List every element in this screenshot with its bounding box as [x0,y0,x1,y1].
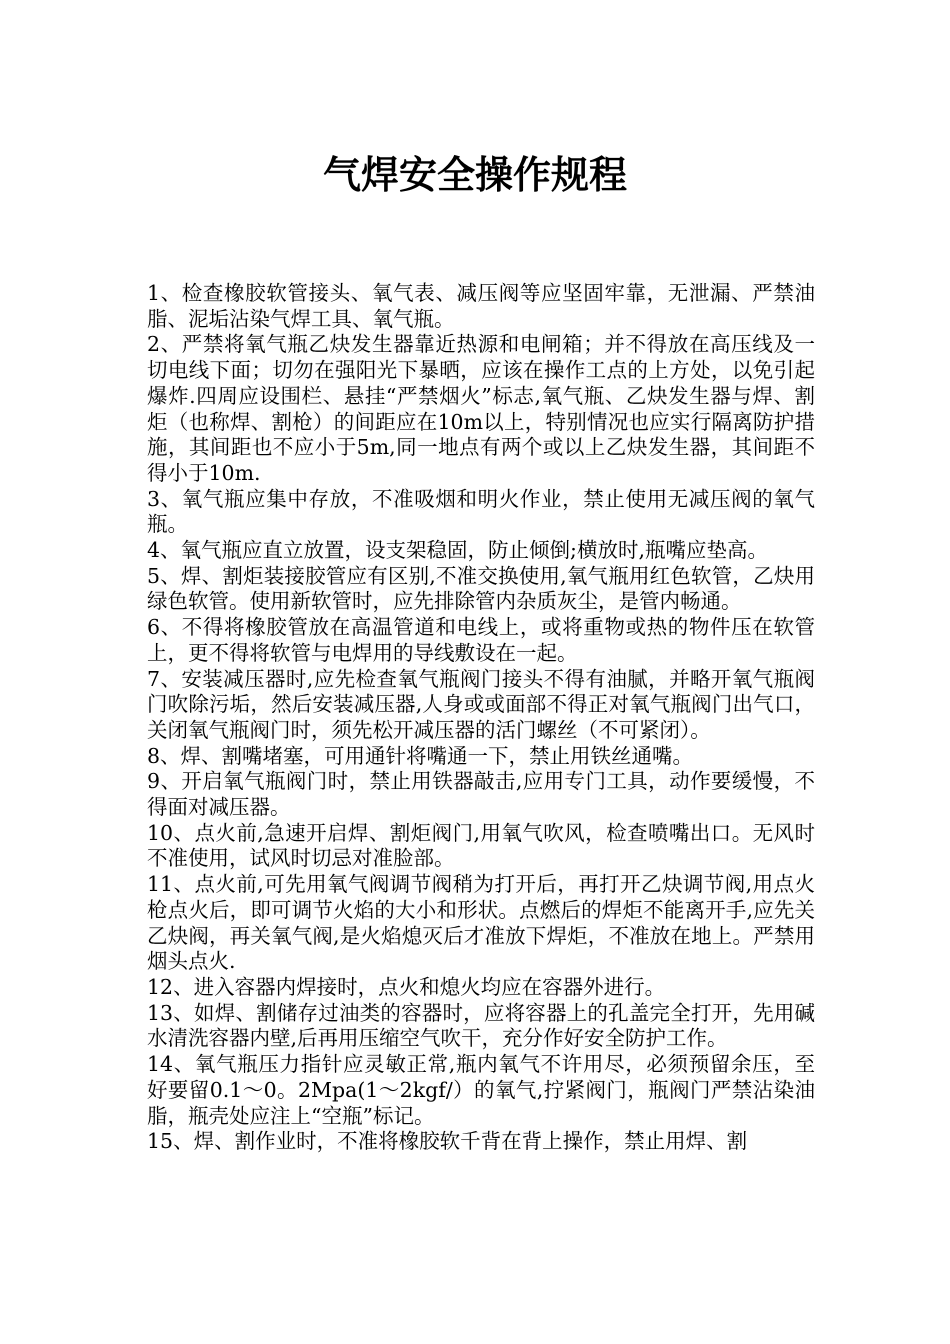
paragraph-10: 10、点火前,急速开启焊、割炬阀门,用氧气吹风，检查喷嘴出口。无风时不准使用，试风时切忌对准脸部。 [147,820,815,871]
paragraph-1: 1、检查橡胶软管接头、氧气表、减压阀等应坚固牢靠，无泄漏、严禁油脂、泥垢沾染气焊工具、氧气瓶。 [147,281,815,331]
paragraph-9: 9、开启氧气瓶阀门时，禁止用铁器敲击,应用专门工具，动作要缓慢，不得面对减压器。 [147,769,815,820]
paragraph-6: 6、不得将橡胶管放在高温管道和电线上，或将重物或热的物件压在软管上，更不得将软管与电焊用的导线敷设在一起。 [147,615,815,665]
paragraph-3: 3、氧气瓶应集中存放，不准吸烟和明火作业，禁止使用无减压阀的氧气瓶。 [147,486,815,537]
paragraph-12: 12、进入容器内焊接时，点火和熄火均应在容器外进行。 [147,974,666,999]
paragraph-2: 2、严禁将氧气瓶乙炔发生器靠近热源和电闸箱；并不得放在高压线及一切电线下面；切勿在强阳光下暴晒，应该在操作工点的上方处，以免引起爆炸.四周应设围栏、悬挂“严禁烟火”标志,氧气瓶、乙炔发生器与焊、割炬（也称焊、割枪）的间距应在10m以上，特别情况也应实行隔离防护措施，其间距也不应小于5m,同一地点有两个或以上乙炔发生器，其间距不得小于10m. [147,332,815,485]
paragraph-11: 11、点火前,可先用氧气阀调节阀稍为打开后，再打开乙炔调节阀,用点火枪点火后，即可调节火焰的大小和形状。点燃后的焊炬不能离开手,应先关乙炔阀，再关氧气阀,是火焰熄灭后才准放下焊炬，不准放在地上。严禁用烟头点火. [147,872,815,974]
document-title: 气焊安全操作规程 [322,153,627,197]
paragraph-8: 8、焊、割嘴堵塞，可用通针将嘴通一下，禁止用铁丝通嘴。 [147,743,694,768]
paragraph-15: 15、焊、割作业时，不准将橡胶软千背在背上操作，禁止用焊、割 [147,1129,748,1154]
document-body [147,281,815,1155]
paragraph-14: 14、氧气瓶压力指针应灵敏正常,瓶内氧气不许用尽，必须预留余压，至好要留0.1～0。2Mpa(1～2kgf/）的氧气,拧紧阀门，瓶阀门严禁沾染油脂，瓶壳处应注上“空瓶”标记。 [147,1052,815,1128]
paragraph-13: 13、如焊、割储存过油类的容器时，应将容器上的孔盖完全打开，先用碱水清洗容器内壁,后再用压缩空气吹干，充分作好安全防护工作。 [147,1000,815,1051]
paragraph-4: 4、氧气瓶应直立放置，设支架稳固，防止倾倒;横放时,瓶嘴应垫高。 [147,538,768,563]
paragraph-5: 5、焊、割炬装接胶管应有区别,不准交换使用,氧气瓶用红色软管，乙炔用绿色软管。使用新软管时，应先排除管内杂质灰尘，是管内畅通。 [147,563,815,614]
paragraph-7: 7、安装减压器时,应先检查氧气瓶阀门接头不得有油腻，并略开氧气瓶阀门吹除污垢，然后安装减压器,人身或或面部不得正对氧气瓶阀门出气口，关闭氧气瓶阀门时，须先松开减压器的活门螺丝（不可紧闭）。 [147,666,815,742]
